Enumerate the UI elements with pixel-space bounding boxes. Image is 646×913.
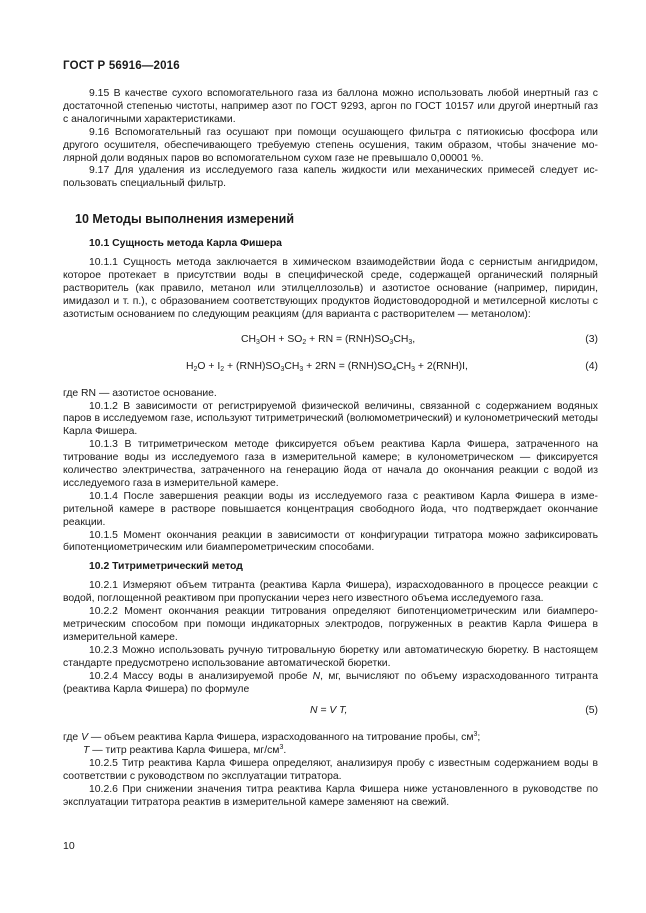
paragraph-9-17: 9.17 Для удаления из исследуемого газа капель жидкости или механических примесей следует использовать специальный фильтр. [63, 165, 598, 190]
paragraph-9-16: 9.16 Вспомогательный газ осушают при помощи осушающего фильтра с пятиокисью фосфора или другого осушителя, обеспечивающего требуемую степень осушения, таким образом, чтобы значение молярной доли водяных паров во вспомогательном сухом газе не превышало 0,00001 %. [63, 126, 598, 164]
paragraph-10-2-1: 10.2.1 Измеряют объем титранта (реактива Карла Фишера), израсходованного в процессе реакции с водой, поглощенной реактивом при пропускании через него известного объема исследуемого газа. [63, 580, 598, 605]
formula-3-number: (3) [585, 333, 598, 345]
formula-3-expression: $CH_3OH + SO_2$ + RN = $(RNH)SO_3CH_3$, [241, 333, 416, 346]
where-rn: где RN — азотистое основание. [63, 387, 217, 399]
where-t: T — титр реактива Карла Фишера, $мг/см^3$. [83, 744, 287, 757]
paragraph-9-15: 9.15 В качестве сухого вспомогательного газа из баллона можно использовать любой инертный газ с достаточной степенью чистоты, например азот по ГОСТ 9293, аргон по ГОСТ 10157 или другой инертный газ с аналогичными характеристиками. [63, 88, 598, 125]
subsection-title-10-1: 10.1 Сущность метода Карла Фишера [89, 238, 282, 250]
formula-5 [63, 705, 598, 723]
paragraph-10-1-4: 10.1.4 После завершения реакции воды из исследуемого газа с реактивом Карла Фишера в измерительной камере в растворе повышается концентрация свободного йода, что подтверждает окончание реакции. [63, 490, 598, 528]
formula-3 [63, 334, 598, 352]
paragraph-10-1-5: 10.1.5 Момент окончания реакции в зависимости от конфигурации титратора можно зафиксировать бипотенциометрическим или биамперометрическим способами. [63, 529, 598, 554]
formula-4-expression: $H_2O + I_2 + (RNH)SO_3CH_3 + 2RN = (RNH)SO_4CH_3 + 2(RNH)I$, [186, 360, 468, 373]
page-number: 10 [63, 840, 75, 852]
paragraph-10-1-3: 10.1.3 В титриметрическом методе фиксируется объем реактива Карла Фишера, затраченного на титрование воды из исследуемого газа в измерительной камере; в кулонометрическом — фиксируется количество электричества, затраченного на генерацию йода от начала до окончания реакции с водой из исследуемого газа в измерительной камере. [63, 439, 598, 489]
paragraph-10-2-6: 10.2.6 При снижении значения титра реактива Карла Фишера ниже установленного в руководстве по эксплуатации титратора реактив в измерительной камере заменяют на свежий. [63, 784, 598, 808]
paragraph-10-1-2: 10.1.2 В зависимости от регистрируемой физической величины, связанной с содержанием водяных паров в исследуемом газе, используют титриметрический (волюмометрический) и кулонометрический методы Карла Фишера. [63, 400, 598, 438]
formula-5-number: (5) [585, 705, 598, 717]
formula-5-expression: N = V T, [310, 705, 348, 717]
section-title-10: 10 Методы выполнения измерений [75, 212, 295, 227]
paragraph-10-2-3: 10.2.3 Можно использовать ручную титровальную бюретку или автоматическую бюретку. В настоящем стандарте предусмотрено использование автоматической бюретки. [63, 644, 598, 669]
subsection-title-10-2: 10.2 Титриметрический метод [89, 561, 243, 573]
page-body [63, 88, 598, 810]
document-header: ГОСТ Р 56916—2016 [63, 60, 180, 72]
formula-4 [63, 361, 598, 379]
where-v: где V — объем реактива Карла Фишера, израсходованного на титрование пробы, $см^3$; [63, 731, 481, 744]
paragraph-10-2-5: 10.2.5 Титр реактива Карла Фишера определяют, анализируя пробу с известным содержанием воды в соответствии с руководством по эксплуатации титратора. [63, 758, 598, 783]
paragraph-10-1-1: 10.1.1 Сущность метода заключается в химическом взаимодействии йода с сернистым ангидридом, которое протекает в присутствии воды в специфической среде, содержащей органический полярный растворитель (как правило, метанол или этилцеллозольв) и азотистое основание (например, пиридин, имидазол и т. п.), с образованием соответствующих продуктов йодистоводородной и метилсерной кислоты с азотистым основанием по следующим реакциям (для варианта с растворителем — метанолом): [63, 257, 598, 320]
paragraph-10-2-2: 10.2.2 Момент окончания реакции титрования определяют бипотенциометрическим или биамперометрическим способом при помощи индикаторных электродов, погруженных в реактив Карла Фишера в измерительной камере. [63, 606, 598, 643]
formula-4-number: (4) [585, 360, 598, 372]
paragraph-10-2-4: 10.2.4 Массу воды в анализируемой пробе N, мг, вычисляют по объему израсходованного титранта (реактива Карла Фишера) по формуле [63, 670, 598, 695]
